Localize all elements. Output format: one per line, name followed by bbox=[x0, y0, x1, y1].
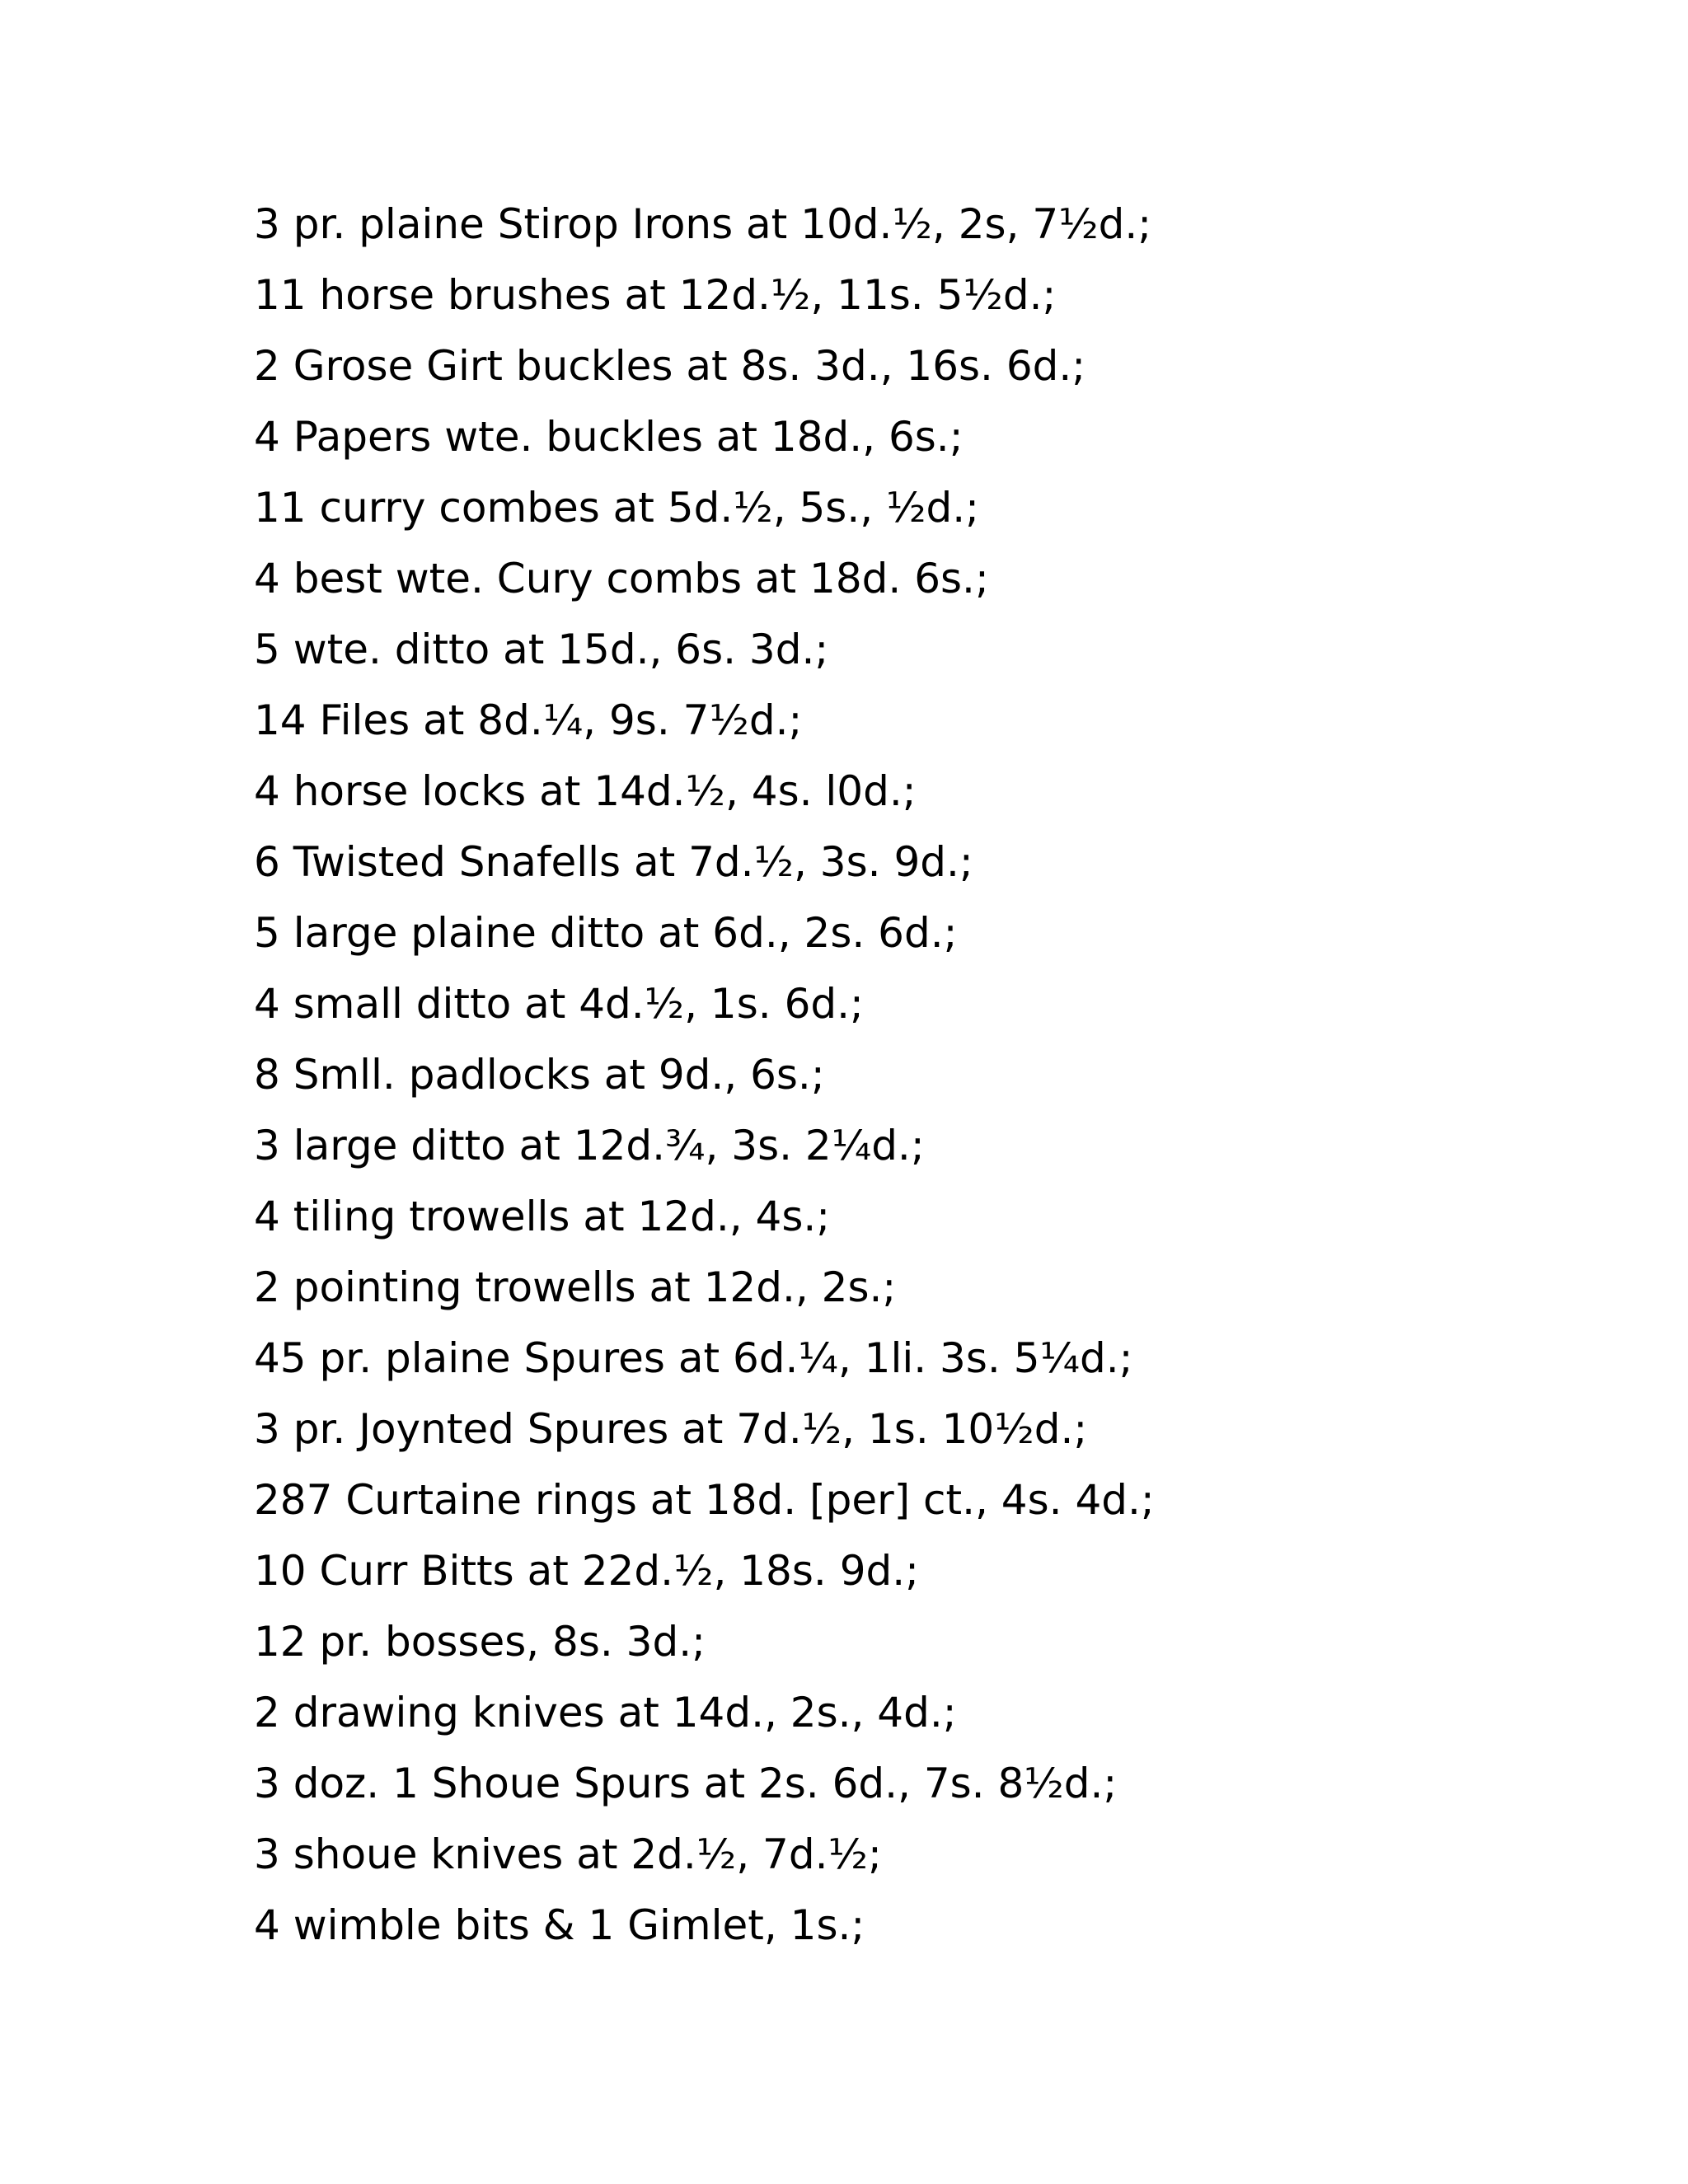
inventory-line: 4 horse locks at 14d.½, 4s. l0d.; bbox=[254, 767, 917, 815]
inventory-line: 5 wte. ditto at 15d., 6s. 3d.; bbox=[254, 626, 829, 673]
inventory-line: 2 pointing trowells at 12d., 2s.; bbox=[254, 1263, 897, 1311]
inventory-line: 2 Grose Girt buckles at 8s. 3d., 16s. 6d.; bbox=[254, 342, 1086, 390]
inventory-line: 5 large plaine ditto at 6d., 2s. 6d.; bbox=[254, 909, 958, 957]
inventory-line: 12 pr. bosses, 8s. 3d.; bbox=[254, 1618, 706, 1666]
inventory-line: 3 pr. plaine Stirop Irons at 10d.½, 2s, 7½d.; bbox=[254, 200, 1152, 248]
inventory-line: 3 doz. 1 Shoue Spurs at 2s. 6d., 7s. 8½d.; bbox=[254, 1760, 1118, 1807]
inventory-line: 4 tiling trowells at 12d., 4s.; bbox=[254, 1193, 831, 1240]
inventory-line: 3 pr. Joynted Spures at 7d.½, 1s. 10½d.; bbox=[254, 1405, 1088, 1453]
inventory-line: 4 best wte. Cury combs at 18d. 6s.; bbox=[254, 555, 989, 602]
inventory-line: 4 Papers wte. buckles at 18d., 6s.; bbox=[254, 413, 964, 461]
inventory-line: 11 curry combes at 5d.½, 5s., ½d.; bbox=[254, 484, 979, 532]
inventory-line: 14 Files at 8d.¼, 9s. 7½d.; bbox=[254, 696, 803, 744]
inventory-line: 45 pr. plaine Spures at 6d.¼, 1li. 3s. 5¼d.; bbox=[254, 1334, 1133, 1382]
inventory-line: 3 shoue knives at 2d.½, 7d.½; bbox=[254, 1830, 882, 1878]
inventory-line: 11 horse brushes at 12d.½, 11s. 5½d.; bbox=[254, 271, 1057, 319]
inventory-line: 4 wimble bits & 1 Gimlet, 1s.; bbox=[254, 1901, 865, 1949]
inventory-line: 2 drawing knives at 14d., 2s., 4d.; bbox=[254, 1689, 957, 1736]
inventory-line: 287 Curtaine rings at 18d. [per] ct., 4s. 4d.; bbox=[254, 1476, 1155, 1524]
inventory-line: 8 Smll. padlocks at 9d., 6s.; bbox=[254, 1051, 825, 1099]
inventory-line: 3 large ditto at 12d.¾, 3s. 2¼d.; bbox=[254, 1122, 925, 1169]
inventory-list bbox=[254, 198, 1573, 1970]
inventory-line: 6 Twisted Snafells at 7d.½, 3s. 9d.; bbox=[254, 838, 973, 886]
inventory-line: 4 small ditto at 4d.½, 1s. 6d.; bbox=[254, 980, 864, 1028]
inventory-line: 10 Curr Bitts at 22d.½, 18s. 9d.; bbox=[254, 1547, 919, 1595]
